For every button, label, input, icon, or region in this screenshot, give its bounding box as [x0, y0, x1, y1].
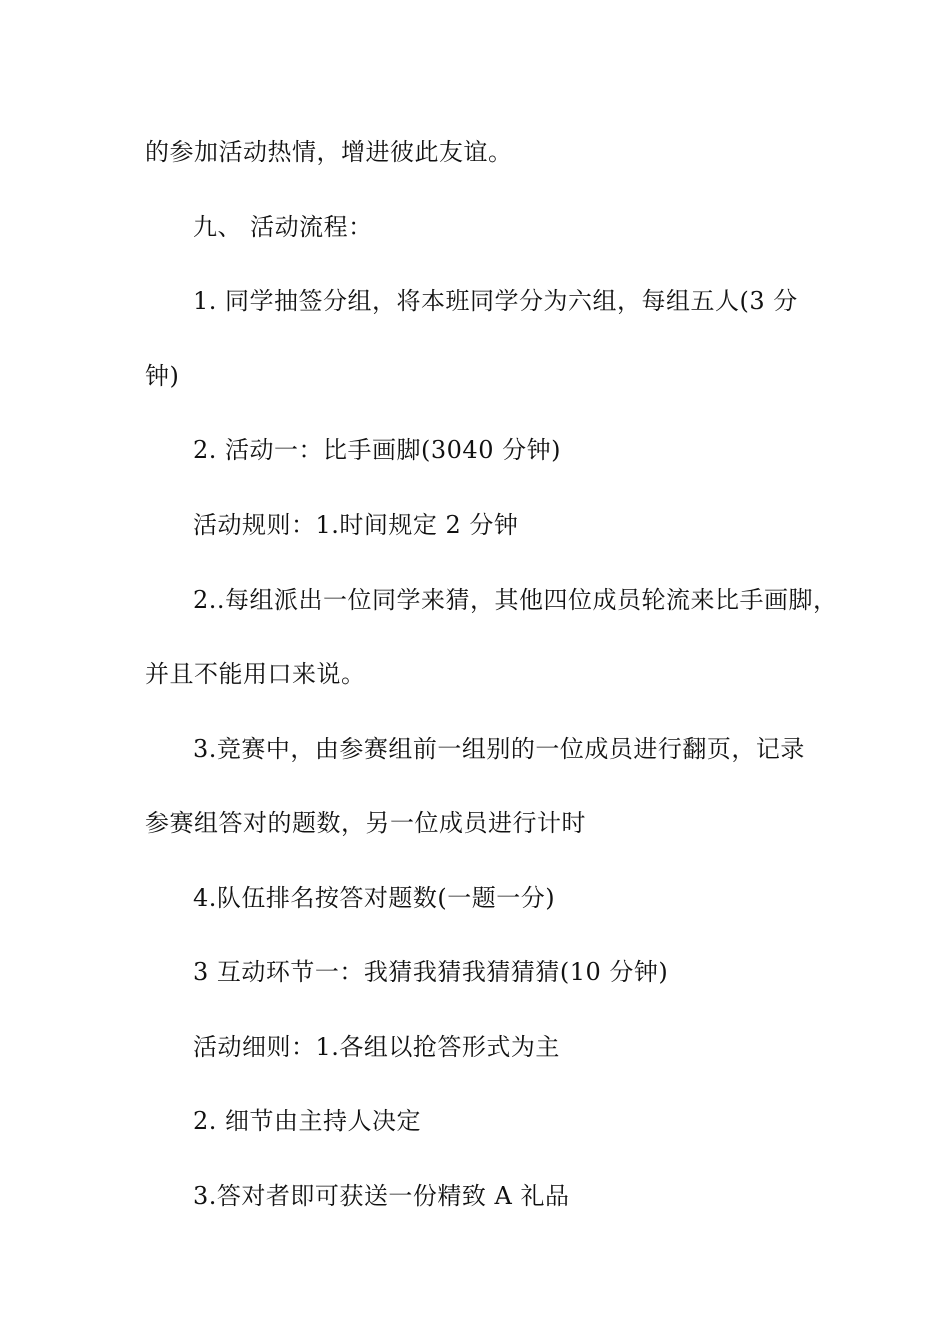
detail-2: 2. 细节由主持人决定	[193, 1107, 422, 1135]
detail-3: 3.答对者即可获送一份精致 A 礼品	[193, 1182, 570, 1210]
list-item-3: 3 互动环节一：我猜我猜我猜猜猜(10 分钟)	[193, 958, 669, 986]
rule-2-continuation: 并且不能用口来说。	[145, 660, 366, 688]
rule-3: 3.竞赛中，由参赛组前一组别的一位成员进行翻页，记录	[193, 735, 805, 763]
rules-heading: 活动规则：1.时间规定 2 分钟	[193, 511, 519, 539]
section-heading-activity-flow: 九、 活动流程：	[193, 213, 373, 241]
rule-2: 2..每组派出一位同学来猜，其他四位成员轮流来比手画脚，	[193, 586, 838, 614]
rule-4: 4.队伍排名按答对题数(一题一分)	[193, 884, 556, 912]
paragraph-continuation: 的参加活动热情，增进彼此友谊。	[145, 138, 513, 166]
rule-3-continuation: 参赛组答对的题数，另一位成员进行计时	[145, 809, 586, 837]
list-item-1-continuation: 钟)	[145, 362, 180, 390]
details-heading: 活动细则：1.各组以抢答形式为主	[193, 1033, 560, 1061]
list-item-1: 1. 同学抽签分组，将本班同学分为六组，每组五人(3 分	[193, 287, 798, 315]
list-item-2: 2. 活动一：比手画脚(3040 分钟)	[193, 436, 561, 464]
